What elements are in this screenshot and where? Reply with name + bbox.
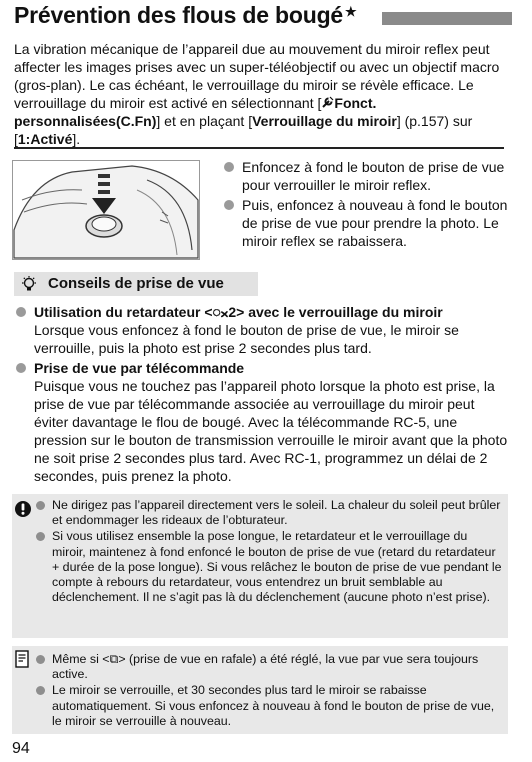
title-row <box>8 2 524 34</box>
caution-notes <box>32 498 502 606</box>
tips-header <box>14 272 258 296</box>
caution-text: Si vous utilisez ensemble la pose longue, le retardateur et le verrouillage du miroir, maintenez à fond enfoncé le bouton de prise de vue (retard du retardateur + durée de la pose longue). Si vous relâchez le bouton de prise de vue pendant le compte à rebours du retardateur, vous entendrez un bruit semblable au déclenchement. Il ne s’agit pas là du déclenchement (aucune photo n’est prise). <box>52 529 502 605</box>
intro-paragraph <box>14 40 516 148</box>
page-number: 94 <box>12 740 30 757</box>
tip-text: Puisque vous ne touchez pas l’appareil photo lorsque la photo est prise, la prise de vue par télécommande associée au verrouillage du miroir peut éviter davantage le flou de bougé. Avec la télécommande RC-5, une pression sur le bouton de transmission verrouille le miroir avant que la photo ne soit prise 2 secondes plus tard. Avec RC-1, programmez un délai de 2 secondes, puis prenez la photo. <box>34 378 508 484</box>
memo-item <box>32 683 502 729</box>
bullet-dot <box>16 363 26 373</box>
page-title-text: Prévention des flous de bougé <box>14 2 344 28</box>
caution-item <box>32 529 502 605</box>
memo-text: Même si <⧉> (prise de vue en rafale) a été réglé, la vue par vue sera toujours active. <box>52 652 479 682</box>
memo-box <box>12 646 508 734</box>
tip-title-text: > avec le verrouillage du miroir <box>236 304 443 320</box>
tip-title-text: Prise de vue par télécommande <box>34 360 245 376</box>
caution-item <box>32 498 502 528</box>
bullet-dot <box>36 686 45 695</box>
tip-title <box>34 303 510 321</box>
self-timer-2s-icon: ᯬ2 <box>212 304 237 320</box>
step-text: Enfoncez à fond le bouton de prise de vue pour verrouiller le miroir reflex. <box>242 159 505 193</box>
bullet-dot <box>16 307 26 317</box>
tips-header-text: Conseils de prise de vue <box>48 275 224 292</box>
title-decor-bar <box>382 12 512 25</box>
caution-icon <box>14 500 32 518</box>
tip-title <box>34 359 510 377</box>
intro-text-3: ] (p.157) sur [ <box>14 113 473 147</box>
intro-text-4: ]. <box>72 131 81 147</box>
step-item <box>222 196 512 250</box>
tip-item <box>14 359 510 485</box>
camera-shutter-press-illustration <box>12 160 200 260</box>
page-title <box>14 2 357 29</box>
memo-icon <box>15 650 29 668</box>
advanced-star-icon: ★ <box>345 4 357 19</box>
intro-text-2: ] et en plaçant [ <box>156 113 253 129</box>
intro-text-1: La vibration mécanique de l’appareil due au mouvement du miroir reflex peut affecter les images prises avec un super-téléobjectif ou avec un objectif macro (gros-plan). Le cas échéant, le verrouillage du miroir se révèle efficace. Le verrouillage du miroir est activé en sélectionnant [ <box>14 41 500 111</box>
step-text: Puis, enfoncez à nouveau à fond le bouton de prise de vue pour prendre la photo. Le miroir reflex se rabaissera. <box>242 197 508 249</box>
caution-text: Ne dirigez pas l’appareil directement vers le soleil. La chaleur du soleil peut brûler et endommager les rideaux de l’obturateur. <box>52 498 501 528</box>
step-item <box>222 158 512 194</box>
section-rule <box>14 147 504 149</box>
intro-bold-enable: 1:Activé <box>17 131 73 147</box>
tip-title-text: Utilisation du retardateur < <box>34 304 213 320</box>
bullet-dot <box>36 532 45 541</box>
bullet-dot <box>224 200 234 210</box>
tip-text: Lorsque vous enfoncez à fond le bouton de prise de vue, le miroir se verrouille, puis la photo est prise 2 secondes plus tard. <box>34 322 459 356</box>
bullet-dot <box>36 501 45 510</box>
tip-item <box>14 303 510 357</box>
tips-list <box>14 303 510 487</box>
steps-list <box>222 158 512 252</box>
intro-bold-cfn: Fonct. personnalisées(C.Fn) <box>14 95 377 129</box>
memo-text: Le miroir se verrouille, et 30 secondes plus tard le miroir se rabaisse automatiquement. Si vous enfoncez à nouveau à fond le bouton de prise de vue, le miroir se verrouille à nouveau. <box>52 683 495 728</box>
bullet-dot <box>36 655 45 664</box>
caution-box <box>12 494 508 638</box>
memo-notes <box>32 652 502 730</box>
lightbulb-icon <box>19 275 39 293</box>
wrench-icon <box>321 96 334 109</box>
bullet-dot <box>224 162 234 172</box>
memo-item <box>32 652 502 682</box>
intro-bold-mirror-lock: Verrouillage du miroir <box>252 113 397 129</box>
